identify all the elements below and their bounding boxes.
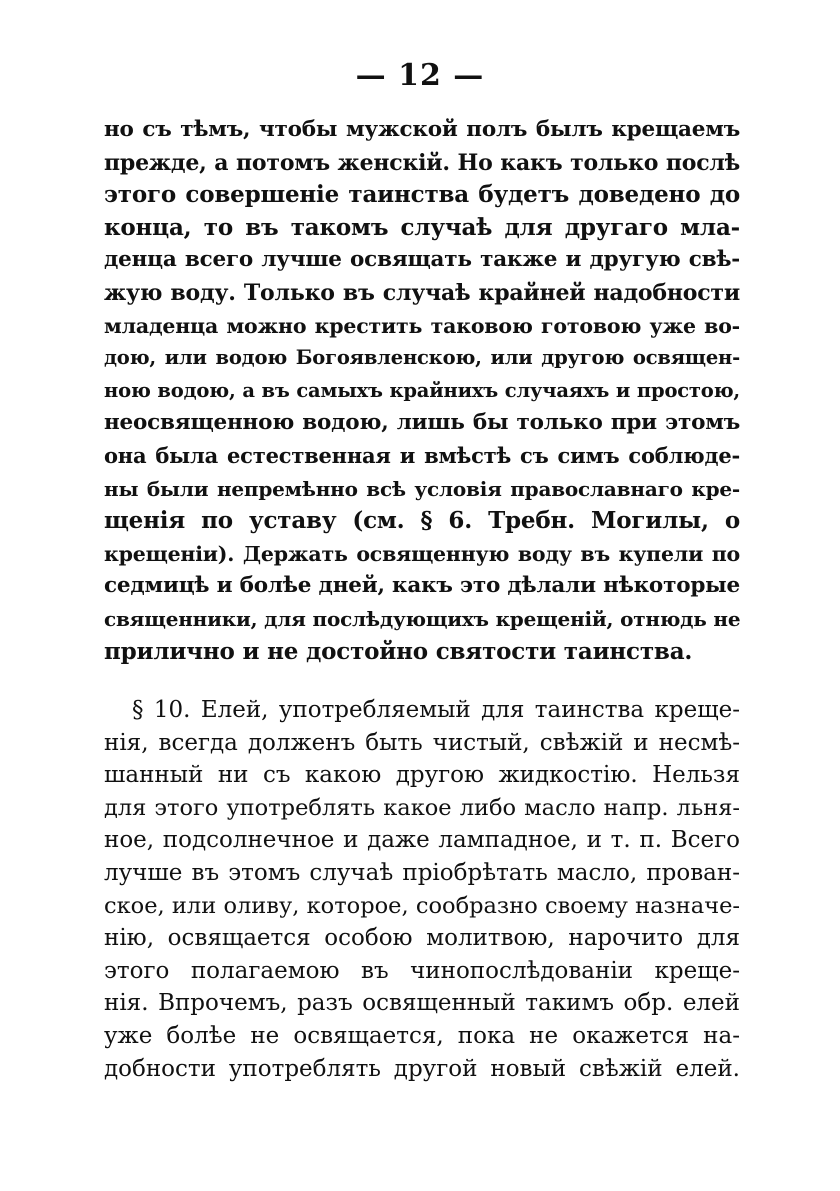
- text-line: дою, или водою Богоявленскою, или другою освящен-: [104, 346, 740, 370]
- paragraph-section-10: [104, 694, 740, 1085]
- text-line: она была естественная и вмѣстѣ съ симъ соблюде-: [104, 442, 740, 468]
- text-line: крещеніи). Держать освященную воду въ купели по: [104, 541, 740, 566]
- page-number: — 12 —: [355, 58, 485, 93]
- text-line: ною водою, а въ самыхъ крайнихъ случаяхъ и простою,: [104, 378, 740, 402]
- text-line: ное, подсолнечное и даже лампадное, и т. п. Всего: [104, 827, 740, 854]
- text-line: нія. Впрочемъ, разъ освященный такимъ обр. елей: [104, 990, 740, 1017]
- text-line: священники, для послѣдующихъ крещеній, отнюдь не: [104, 606, 740, 631]
- text-line: добности употреблять другой новый свѣжій елей.: [104, 1055, 740, 1082]
- text-line: этого совершеніе таинства будетъ доведено до: [104, 181, 740, 209]
- text-line: уже болѣе не освящается, пока не окажется на-: [104, 1022, 740, 1049]
- text-line: этого полагаемою въ чинопослѣдованіи креще-: [104, 957, 740, 984]
- text-line: нія, всегда долженъ быть чистый, свѣжій и несмѣ-: [104, 729, 740, 756]
- text-line: ны были непремѣнно всѣ условія православнаго кре-: [104, 476, 740, 501]
- text-line: щенія по уставу (см. § 6. Требн. Могилы, о: [104, 507, 740, 535]
- text-line: прилично и не достойно святости таинства.: [104, 637, 693, 665]
- text-line: для этого употреблять какое либо масло напр. льня-: [104, 794, 740, 821]
- text-line: жую воду. Только въ случаѣ крайней надобности: [104, 279, 740, 306]
- text-line: седмицѣ и болѣе дней, какъ это дѣлали нѣкоторые: [104, 573, 740, 599]
- text-line: но съ тѣмъ, чтобы мужской полъ былъ крещаемъ: [104, 117, 740, 142]
- text-line: шанный ни съ какою другою жидкостію. Нельзя: [104, 762, 740, 789]
- text-line: прежде, а потомъ женскій. Но какъ только послѣ: [104, 149, 740, 176]
- text-line: неосвященною водою, лишь бы только при этомъ: [104, 410, 740, 436]
- paragraph-continuation: [104, 114, 740, 668]
- text-line: ское, или оливу, которое, сообразно своему назначе-: [104, 892, 740, 919]
- text-line: § 10. Елей, употребляемый для таинства креще-: [132, 697, 740, 723]
- text-line: денца всего лучше освящать также и другую свѣ-: [104, 247, 740, 273]
- text-line: нію, освящается особою молитвою, нарочито для: [104, 925, 740, 952]
- text-line: конца, то въ такомъ случаѣ для другаго мла-: [104, 213, 740, 241]
- text-line: младенца можно крестить таковою готовою уже во-: [104, 313, 740, 338]
- text-line: лучше въ этомъ случаѣ пріобрѣтать масло, прован-: [104, 859, 740, 886]
